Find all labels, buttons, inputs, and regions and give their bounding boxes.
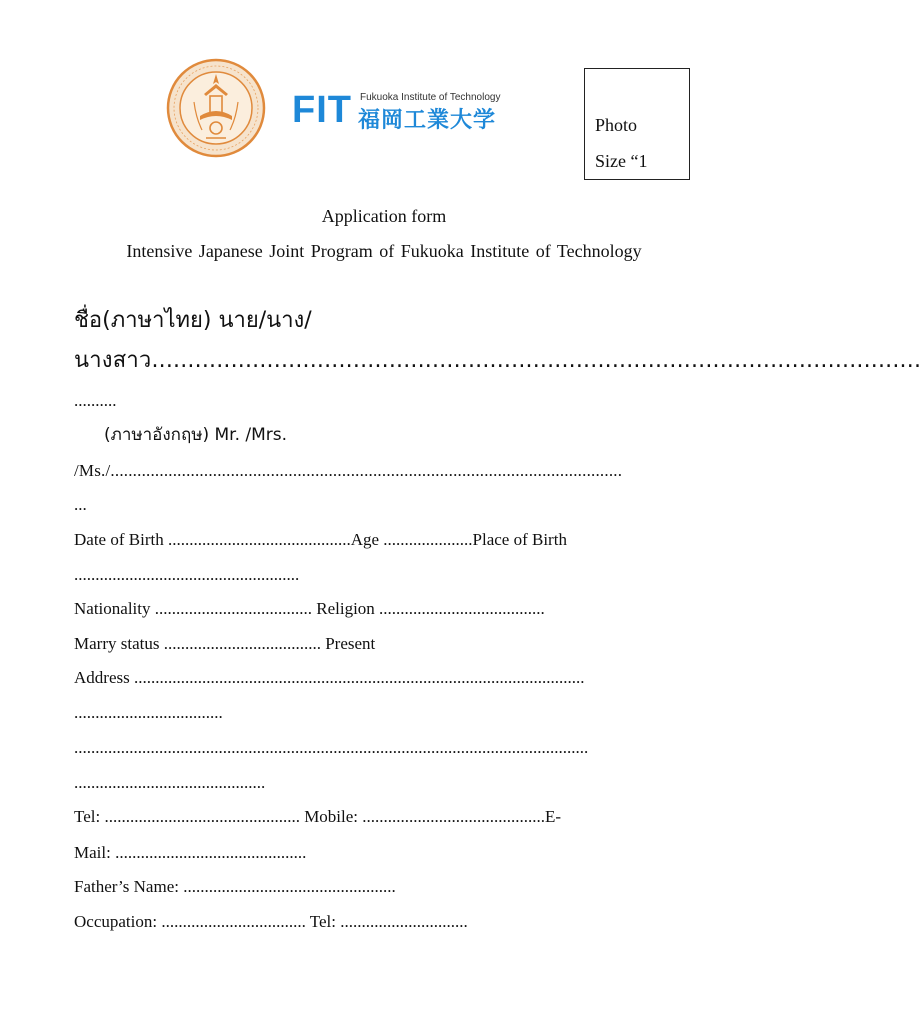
address-field-line-4[interactable]: .............................................: [74, 773, 266, 792]
name-english-label: (ภาษาอังกฤษ) Mr. /Mrs.: [104, 425, 288, 445]
address-field-line-3[interactable]: .........................................................................................................................: [74, 738, 589, 757]
occupation-tel-field[interactable]: Occupation: .................................. Tel: ..............................: [74, 912, 468, 931]
name-thai-label: ชื่อ(ภาษาไทย) นาย/นาง/: [74, 308, 312, 333]
form-title: Application form: [321, 206, 447, 226]
marry-status-field[interactable]: Marry status ..................................... Present: [74, 634, 376, 653]
address-field[interactable]: Address ..........................................................................................................: [74, 668, 585, 687]
name-english-field[interactable]: /Ms./...................................................................................................................: [74, 461, 623, 480]
fathers-name-field[interactable]: Father’s Name: ..................................................: [74, 877, 396, 896]
fit-logo-english-name: Fukuoka Institute of Technology: [360, 92, 501, 103]
form-subtitle: Intensive Japanese Joint Program of Fukuoka Institute of Technology: [126, 241, 642, 261]
name-thai-field[interactable]: นางสาว...........................................................................................................: [74, 348, 921, 373]
tel-mobile-field[interactable]: Tel: .............................................. Mobile: ...........................................E-: [74, 807, 562, 826]
photo-box: [584, 68, 690, 180]
date-of-birth-age-field[interactable]: Date of Birth ...........................................Age .....................Place of Birth: [74, 530, 567, 549]
name-thai-field-continued[interactable]: ..........: [74, 391, 117, 410]
photo-size-label: Size “1: [595, 151, 648, 171]
nationality-religion-field[interactable]: Nationality ..................................... Religion .......................................: [74, 599, 545, 618]
email-field[interactable]: Mail: .............................................: [74, 843, 307, 862]
university-seal-logo: [166, 58, 266, 158]
address-field-continued[interactable]: ...................................: [74, 703, 223, 722]
photo-label: Photo: [595, 115, 638, 135]
fit-logo: [292, 88, 522, 136]
name-english-field-continued[interactable]: ...: [74, 495, 87, 514]
fit-logo-japanese-name: 福岡工業大学: [358, 108, 497, 133]
place-of-birth-field[interactable]: .....................................................: [74, 565, 300, 584]
fit-logo-letters: FIT: [292, 89, 352, 131]
